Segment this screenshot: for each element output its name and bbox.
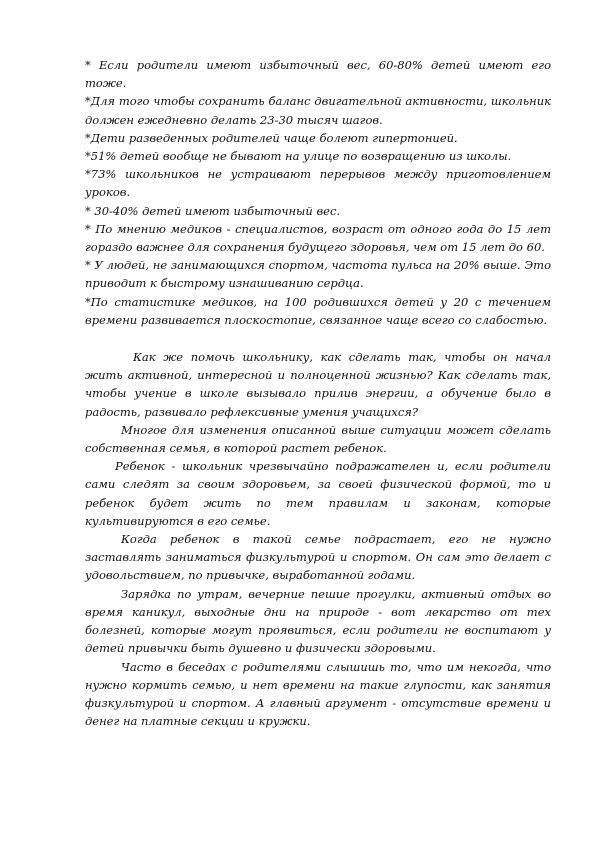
fact-item: * У людей, не занимающихся спортом, частота пульса на 20% выше. Это приводит к быстрому изнашиванию сердца. xyxy=(85,258,551,291)
fact-item: *Дети разведенных родителей чаще болеют гипертонией. xyxy=(85,130,458,145)
fact-item: * 30-40% детей имеют избыточный вес. xyxy=(85,203,341,218)
fact-item: *По статистике медиков, на 100 родившихся детей у 20 с течением времени развивается плоскостопие, связанное чаще всего со слабостью. xyxy=(85,294,551,327)
body-paragraph: Многое для изменения описанной выше ситуации может сделать собственная семья, в которой растет ребенок. xyxy=(85,422,551,456)
paragraph-spacer xyxy=(85,329,551,348)
body-paragraph: Как же помочь школьнику, как сделать так, чтобы он начал жить активной, интересной и полноценной жизнью? Как сделать так, чтобы учение в школе вызывало прилив энергии, а обучение было в радость, развивало рефлексивные умения учащихся? xyxy=(85,350,551,419)
fact-item: * Если родители имеют избыточный вес, 60-80% детей имеют его тоже. xyxy=(85,58,551,91)
body-paragraph: Зарядка по утрам, вечерние пешие прогулки, активный отдых во время каникул, выходные дни на природе - вот лекарство от тех болезней, которые могут проявиться, если родители не воспитают у детей привычки быть душевно и физически здоровыми. xyxy=(85,586,551,656)
fact-item: *73% школьников не устраивают перерывов между приготовлением уроков. xyxy=(85,167,551,200)
document-body xyxy=(85,56,551,730)
fact-item: *Для того чтобы сохранить баланс двигательной активности, школьник должен ежедневно делать 23-30 тысяч шагов. xyxy=(85,94,551,127)
body-paragraph: Когда ребенок в такой семье подрастает, его не нужно заставлять заниматься физкультурой и спортом. Он сам это делает с удовольствием, по привычке, выработанной годами. xyxy=(85,532,551,583)
fact-item: * По мнению медиков - специалистов, возраст от одного года до 15 лет гораздо важнее для сохранения будущего здоровья, чем от 15 лет до 60. xyxy=(85,221,551,255)
body-paragraph: Ребенок - школьник чрезвычайно подражателен и, если родители сами следят за своим здоровьем, за своей физической формой, то и ребенок будет жить по тем правилам и законам, которые культивируются в его семье. xyxy=(85,459,551,528)
body-paragraph: Часто в беседах с родителями слышишь то, что им некогда, что нужно кормить семью, и нет времени на такие глупости, как занятия физкультурой и спортом. А главный аргумент - отсутствие времени и денег на платные секции и кружки. xyxy=(85,659,551,729)
fact-item: *51% детей вообще не бывают на улице по возвращению из школы. xyxy=(85,149,512,164)
